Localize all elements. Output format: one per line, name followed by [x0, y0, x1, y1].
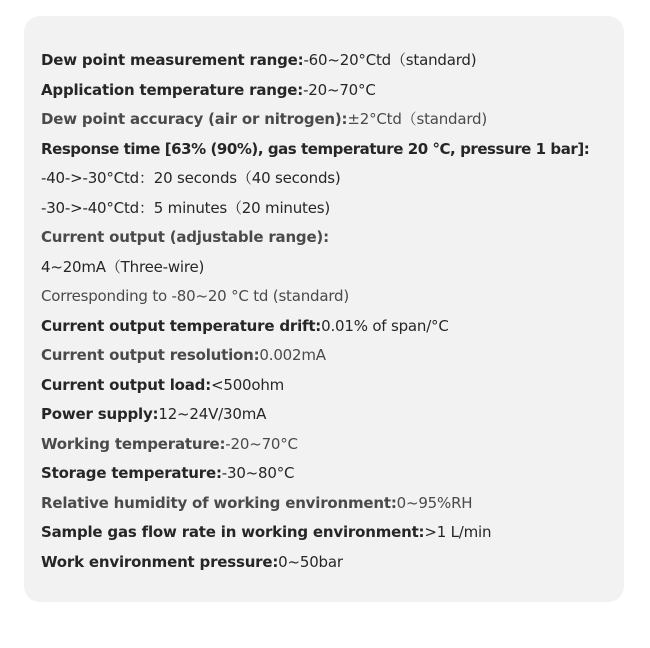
spec-label: Working temperature: [41, 434, 226, 453]
spec-line [41, 253, 616, 283]
spec-line [41, 76, 616, 106]
spec-line [41, 194, 616, 224]
spec-label: Current output (adjustable range): [41, 228, 329, 246]
spec-value: -30~80°C [221, 464, 295, 482]
spec-label: Power supply: [41, 405, 159, 423]
spec-line [41, 46, 616, 76]
spec-line [41, 459, 616, 489]
spec-line [41, 371, 616, 401]
spec-label: Current output temperature drift: [41, 316, 322, 335]
spec-line [41, 164, 616, 194]
spec-label: Sample gas flow rate in working environment: [41, 523, 425, 541]
spec-label: Application temperature range: [41, 80, 304, 99]
spec-line [41, 282, 616, 312]
spec-value: -40->-30°Ctd：20 seconds（40 seconds) [41, 169, 341, 187]
spec-value: 0~95%RH [396, 493, 473, 512]
spec-value: -30->-40°Ctd：5 minutes（20 minutes) [41, 198, 331, 217]
spec-line [41, 518, 616, 548]
spec-value: >1 L/min [424, 523, 492, 541]
spec-label: Storage temperature: [41, 464, 222, 482]
spec-line [41, 430, 616, 460]
spec-value: 0~50bar [278, 552, 343, 571]
spec-value: 0.01% of span/°C [321, 316, 449, 335]
spec-value: -60~20°Ctd（standard) [303, 51, 477, 69]
spec-line [41, 223, 616, 253]
spec-value: Corresponding to -80~20 °C td (standard) [41, 287, 350, 305]
spec-label: Dew point accuracy (air or nitrogen): [41, 110, 348, 128]
spec-value: 4~20mA（Three-wire) [41, 257, 205, 276]
spec-value: <500ohm [211, 375, 285, 394]
spec-value: 12~24V/30mA [158, 405, 267, 423]
spec-line [41, 489, 616, 519]
spec-value: ±2°Ctd（standard) [347, 110, 488, 128]
spec-line [41, 135, 616, 165]
spec-line [41, 548, 616, 578]
spec-label: Work environment pressure: [41, 552, 279, 571]
spec-label: Relative humidity of working environment: [41, 493, 397, 512]
spec-label: Current output load: [41, 375, 211, 394]
spec-label: Response time [63% (90%), gas temperature 20 °C, pressure 1 bar]: [41, 139, 590, 158]
spec-value: -20~70°C [303, 80, 376, 99]
spec-line [41, 400, 616, 430]
spec-value: -20~70°C [225, 434, 298, 453]
spec-line [41, 312, 616, 342]
spec-line [41, 341, 616, 371]
spec-list [41, 46, 616, 577]
spec-label: Current output resolution: [41, 346, 260, 364]
spec-line [41, 105, 616, 135]
spec-label: Dew point measurement range: [41, 51, 304, 69]
spec-value: 0.002mA [259, 346, 326, 364]
